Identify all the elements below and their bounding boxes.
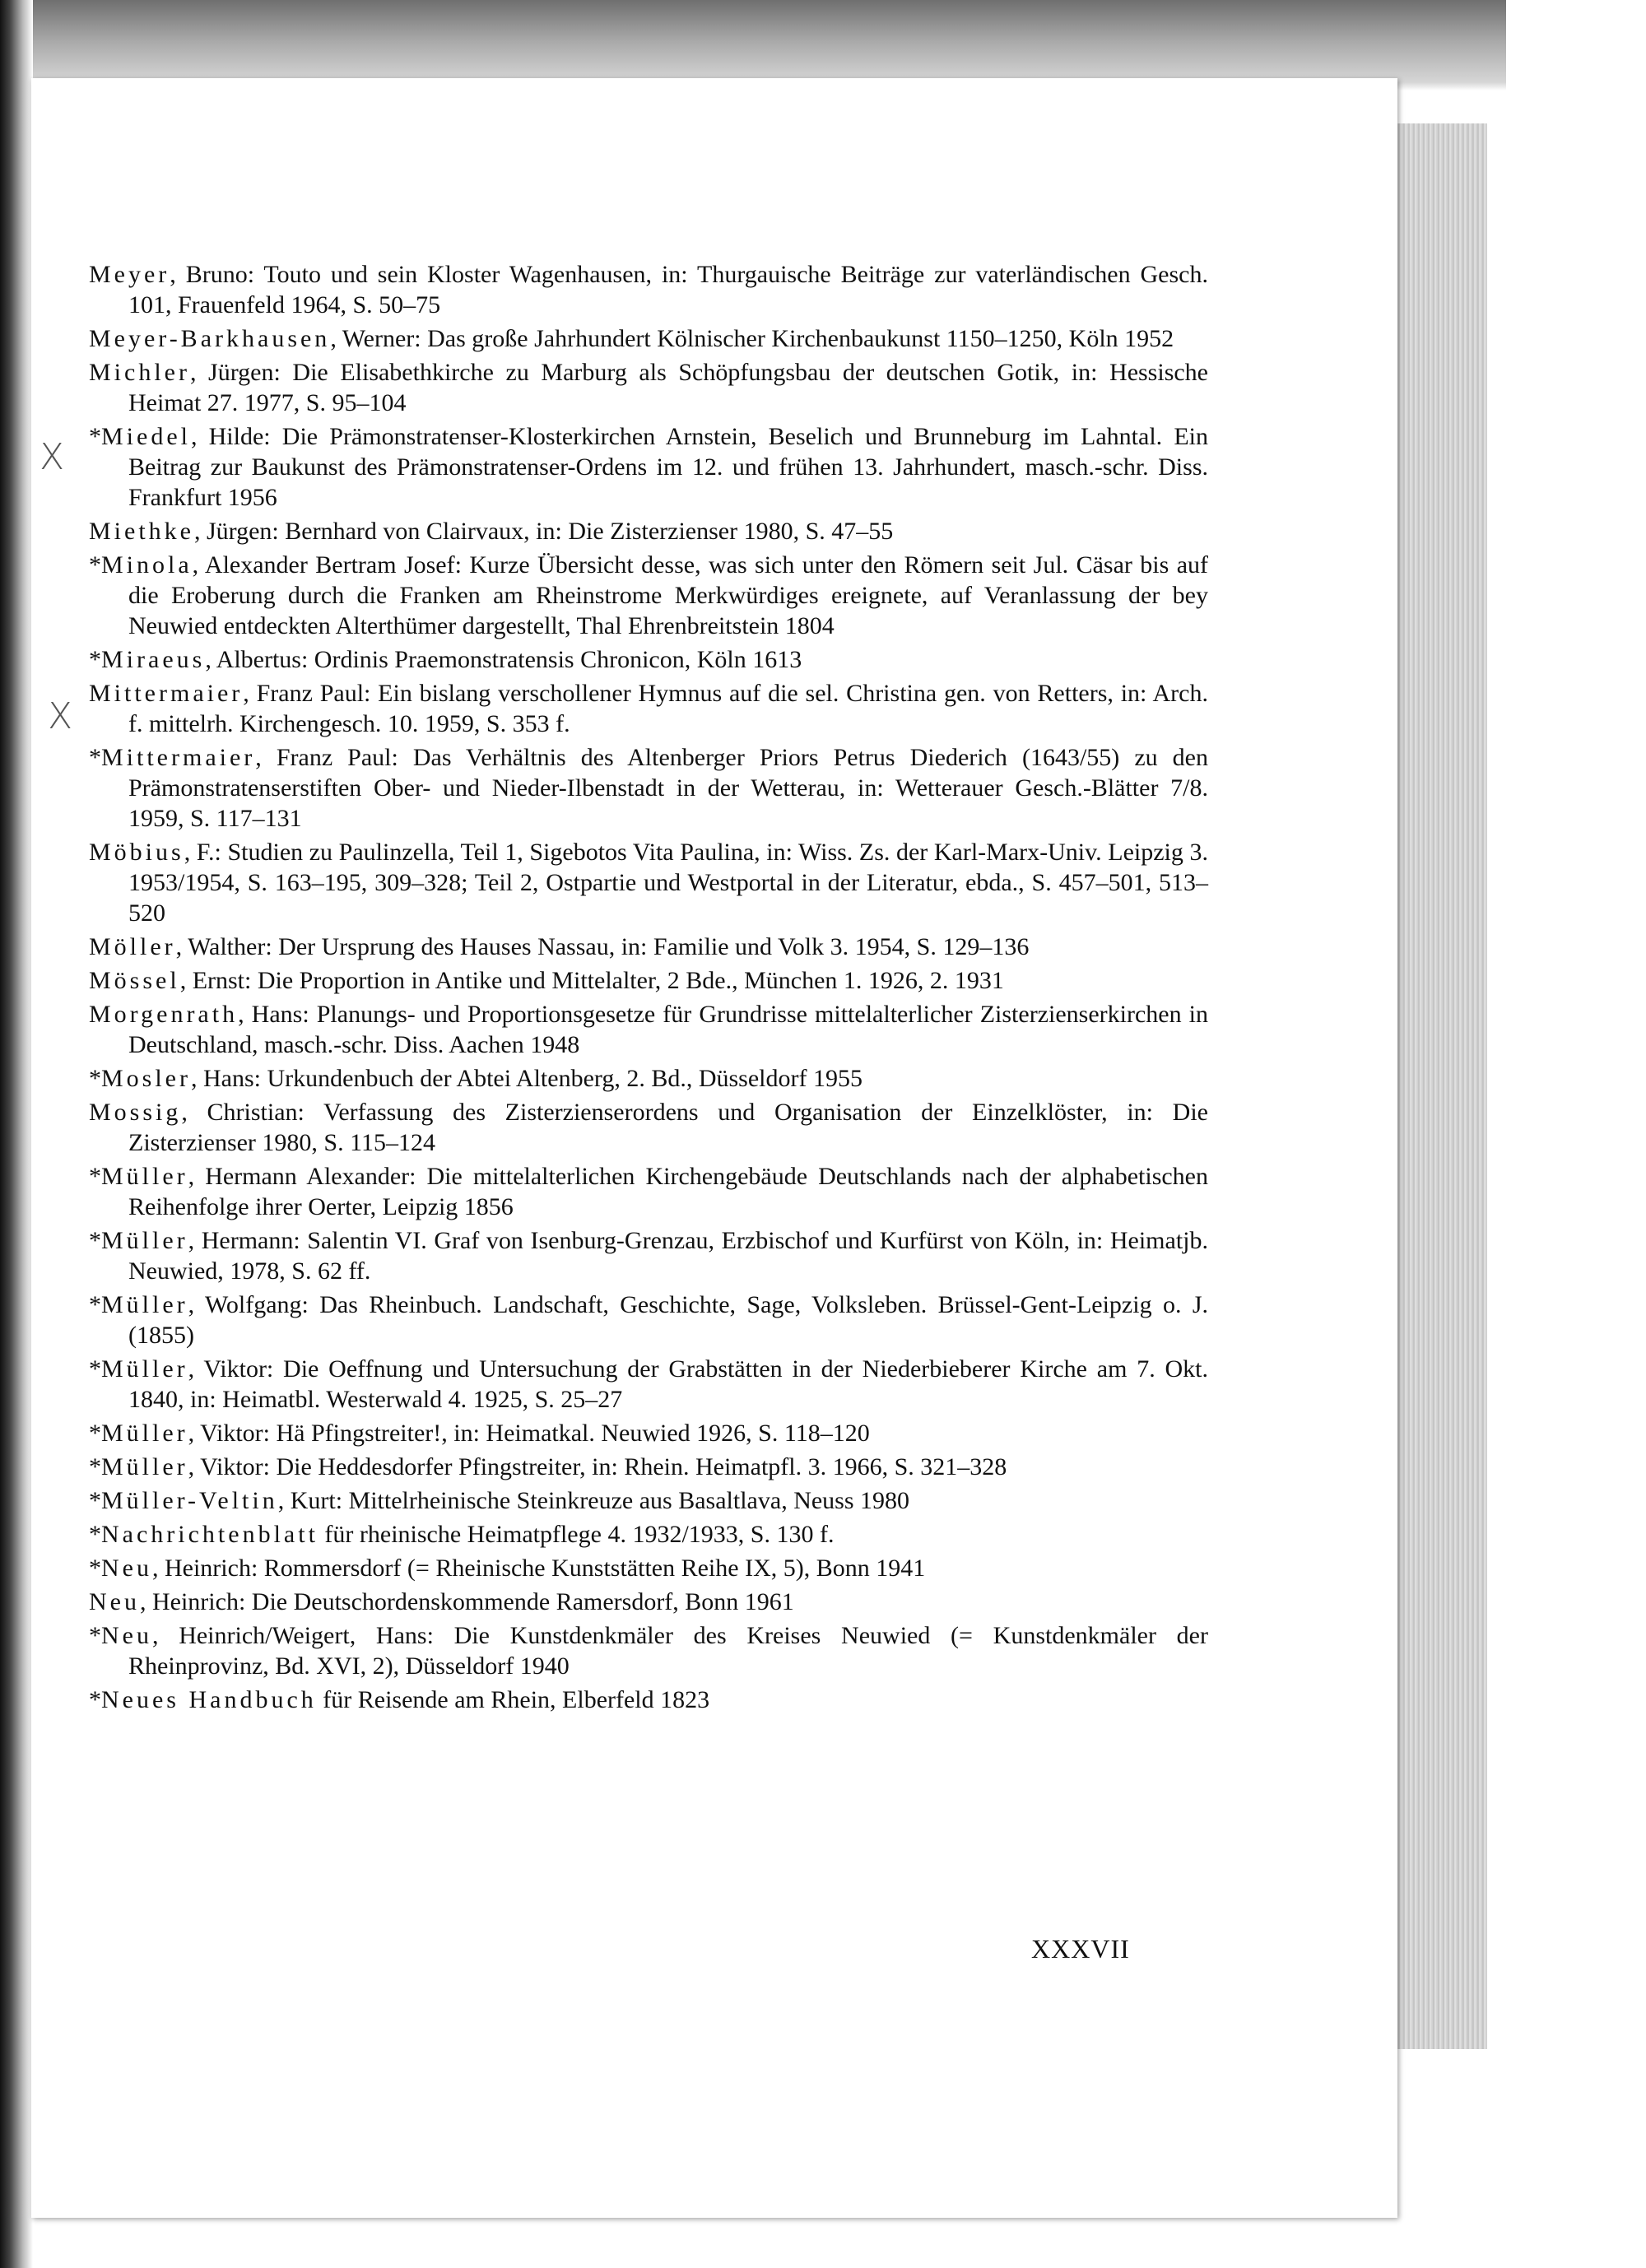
entry-author: Michler xyxy=(89,359,190,386)
spine-shadow xyxy=(0,0,33,2268)
entry-text: , Franz Paul: Ein bislang verschollener Hymnus auf die sel. Christina gen. von Retters, in: Arch. f. mittelrh. Kirchengesch. 10. 1959, S. 353 f. xyxy=(128,680,1208,737)
asterisk-marker: * xyxy=(89,646,101,673)
asterisk-marker: * xyxy=(89,1686,101,1713)
entry-text: , Hilde: Die Prämonstratenser-Klosterkirchen Arnstein, Beselich und Brunneburg im Lahntal. Ein Beitrag zur Baukunst des Prämonstratenser-Ordens im 12. und frühen 13. Jahrhundert, masch.-schr. Diss. Frankfurt 1956 xyxy=(128,423,1208,511)
bibliography-entry xyxy=(89,742,1208,834)
bibliography-entry xyxy=(89,550,1208,641)
bibliography-entry xyxy=(89,323,1208,354)
page-edges xyxy=(1391,123,1487,2049)
bibliography-entry xyxy=(89,1097,1208,1158)
asterisk-marker: * xyxy=(89,551,101,579)
asterisk-marker: * xyxy=(89,1420,101,1447)
entry-text: , Franz Paul: Das Verhältnis des Altenberger Priors Petrus Diederich (1643/55) zu den Prämonstratenserstiften Ober- und Nieder-Ilbenstadt in der Wetterau, in: Wetterauer Gesch.-Blätter 7/8. 1959, S. 117–131 xyxy=(128,744,1208,832)
book-cover-edge xyxy=(0,0,1506,91)
entry-author: Morgenrath xyxy=(89,1001,239,1028)
entry-author: Müller xyxy=(101,1355,188,1383)
asterisk-marker: * xyxy=(89,1065,101,1092)
asterisk-marker: * xyxy=(89,423,101,450)
bibliography-list xyxy=(89,259,1208,1718)
page-number: XXXVII xyxy=(1031,1934,1130,1964)
entry-text: , Jürgen: Bernhard von Clairvaux, in: Die Zisterzienser 1980, S. 47–55 xyxy=(193,518,894,545)
entry-author: Mossig xyxy=(89,1099,182,1126)
entry-author: Neu xyxy=(89,1588,140,1615)
asterisk-marker: * xyxy=(89,1163,101,1190)
entry-author: Miraeus xyxy=(101,646,206,673)
bibliography-entry xyxy=(89,1418,1208,1448)
entry-author: Müller xyxy=(101,1163,188,1190)
entry-author: Müller xyxy=(101,1420,188,1447)
margin-mark: X xyxy=(40,436,65,478)
asterisk-marker: * xyxy=(89,744,101,771)
entry-author: Meyer-Barkhausen xyxy=(89,325,331,352)
entry-text: , Heinrich: Die Deutschordenskommende Ramersdorf, Bonn 1961 xyxy=(139,1588,794,1615)
bibliography-entry xyxy=(89,1063,1208,1094)
entry-author: Mössel xyxy=(89,967,180,994)
entry-author: Neu xyxy=(101,1555,152,1582)
entry-text: für rheinische Heimatpflege 4. 1932/1933, S. 130 f. xyxy=(318,1521,835,1548)
bibliography-entry xyxy=(89,516,1208,546)
bibliography-entry xyxy=(89,1685,1208,1715)
bibliography-entry xyxy=(89,421,1208,513)
asterisk-marker: * xyxy=(89,1453,101,1480)
entry-author: Neu xyxy=(101,1622,152,1649)
bibliography-entry xyxy=(89,999,1208,1060)
asterisk-marker: * xyxy=(89,1622,101,1649)
entry-text: , Heinrich/Weigert, Hans: Die Kunstdenkmäler des Kreises Neuwied (= Kunstdenkmäler der Rheinprovinz, Bd. XVI, 2), Düsseldorf 1940 xyxy=(128,1622,1208,1680)
entry-author: Meyer xyxy=(89,261,170,288)
entry-author: Mittermaier xyxy=(101,744,256,771)
entry-text: , Alexander Bertram Josef: Kurze Übersicht desse, was sich unter den Römern seit Jul. Cäsar bis auf die Eroberung durch die Franken am Rheinstrome Merkwürdiges ereignete, auf Veranlassung der bey Neuwied entdeckten Alterthümer dargestellt, Thal Ehrenbreitstein 1804 xyxy=(128,551,1208,639)
bibliography-entry xyxy=(89,1519,1208,1550)
entry-text: , Jürgen: Die Elisabethkirche zu Marburg als Schöpfungsbau der deutschen Gotik, in: Hessische Heimat 27. 1977, S. 95–104 xyxy=(128,359,1208,416)
entry-author: Mosler xyxy=(101,1065,191,1092)
asterisk-marker: * xyxy=(89,1227,101,1254)
entry-author: Minola xyxy=(101,551,193,579)
bibliography-entry xyxy=(89,837,1208,928)
entry-author: Müller xyxy=(101,1291,188,1318)
entry-text: , Wolfgang: Das Rheinbuch. Landschaft, Geschichte, Sage, Volksleben. Brüssel-Gent-Leipzig o. J. (1855) xyxy=(128,1291,1208,1349)
bibliography-entry xyxy=(89,357,1208,418)
bibliography-entry xyxy=(89,259,1208,320)
bibliography-entry xyxy=(89,1553,1208,1583)
bibliography-entry xyxy=(89,1452,1208,1482)
entry-author: Möbius xyxy=(89,839,184,866)
bibliography-entry xyxy=(89,1161,1208,1222)
entry-text: , Christian: Verfassung des Zisterzienserordens und Organisation der Einzelklöster, in: Die Zisterzienser 1980, S. 115–124 xyxy=(128,1099,1208,1156)
bibliography-entry xyxy=(89,1225,1208,1286)
bibliography-entry xyxy=(89,1620,1208,1681)
entry-text: , Viktor: Die Oeffnung und Untersuchung der Grabstätten in der Niederbieberer Kirche am 7. Okt. 1840, in: Heimatbl. Westerwald 4. 1925, S. 25–27 xyxy=(128,1355,1208,1413)
asterisk-marker: * xyxy=(89,1291,101,1318)
entry-author: Miedel xyxy=(101,423,191,450)
bibliography-entry xyxy=(89,1290,1208,1350)
margin-mark: X xyxy=(48,695,73,737)
entry-author: Neues Handbuch xyxy=(101,1686,317,1713)
entry-text: , Ernst: Die Proportion in Antike und Mittelalter, 2 Bde., München 1. 1926, 2. 1931 xyxy=(179,967,1004,994)
bibliography-entry xyxy=(89,644,1208,675)
entry-text: , Heinrich: Rommersdorf (= Rheinische Kunststätten Reihe IX, 5), Bonn 1941 xyxy=(151,1555,926,1582)
entry-text: , Hans: Planungs- und Proportionsgesetze für Grundrisse mittelalterlicher Zisterzienserkirchen in Deutschland, masch.-schr. Diss. Aachen 1948 xyxy=(128,1001,1208,1058)
entry-text: , Albertus: Ordinis Praemonstratensis Chronicon, Köln 1613 xyxy=(205,646,802,673)
entry-text: , Walther: Der Ursprung des Hauses Nassau, in: Familie und Volk 3. 1954, S. 129–136 xyxy=(175,933,1030,960)
entry-author: Müller-Veltin xyxy=(101,1487,278,1514)
entry-text: , F.: Studien zu Paulinzella, Teil 1, Sigebotos Vita Paulina, in: Wiss. Zs. der Karl-Marx-Univ. Leipzig 3. 1953/1954, S. 163–195, 309–328; Teil 2, Ostpartie und Westportal in der Literatur, ebda., S. 457–501, 513–520 xyxy=(128,839,1208,927)
entry-text: , Viktor: Hä Pfingstreiter!, in: Heimatkal. Neuwied 1926, S. 118–120 xyxy=(188,1420,870,1447)
entry-text: , Werner: Das große Jahrhundert Kölnischer Kirchenbaukunst 1150–1250, Köln 1952 xyxy=(330,325,1174,352)
entry-author: Nachrichtenblatt xyxy=(101,1521,319,1548)
entry-author: Müller xyxy=(101,1453,188,1480)
entry-text: , Viktor: Die Heddesdorfer Pfingstreiter, in: Rhein. Heimatpfl. 3. 1966, S. 321–328 xyxy=(188,1453,1007,1480)
entry-author: Miethke xyxy=(89,518,194,545)
entry-author: Mittermaier xyxy=(89,680,244,707)
asterisk-marker: * xyxy=(89,1521,101,1548)
asterisk-marker: * xyxy=(89,1555,101,1582)
entry-text: , Hermann: Salentin VI. Graf von Isenburg-Grenzau, Erzbischof und Kurfürst von Köln, in: Heimatjb. Neuwied, 1978, S. 62 ff. xyxy=(128,1227,1208,1285)
entry-text: , Bruno: Touto und sein Kloster Wagenhausen, in: Thurgauische Beiträge zur vaterländischen Gesch. 101, Frauenfeld 1964, S. 50–75 xyxy=(128,261,1208,318)
bibliography-entry xyxy=(89,1354,1208,1415)
entry-author: Möller xyxy=(89,933,176,960)
bibliography-entry xyxy=(89,678,1208,739)
entry-text: , Hermann Alexander: Die mittelalterlichen Kirchengebäude Deutschlands nach der alphabetischen Reihenfolge ihrer Oerter, Leipzig 1856 xyxy=(128,1163,1208,1220)
entry-text: für Reisende am Rhein, Elberfeld 1823 xyxy=(316,1686,710,1713)
asterisk-marker: * xyxy=(89,1487,101,1514)
entry-author: Müller xyxy=(101,1227,188,1254)
bibliography-entry xyxy=(89,1587,1208,1617)
bibliography-entry xyxy=(89,1485,1208,1516)
entry-text: , Hans: Urkundenbuch der Abtei Altenberg, 2. Bd., Düsseldorf 1955 xyxy=(191,1065,863,1092)
book-page xyxy=(31,78,1397,2218)
bibliography-entry xyxy=(89,965,1208,996)
bibliography-entry xyxy=(89,932,1208,962)
asterisk-marker: * xyxy=(89,1355,101,1383)
entry-text: , Kurt: Mittelrheinische Steinkreuze aus Basaltlava, Neuss 1980 xyxy=(277,1487,910,1514)
